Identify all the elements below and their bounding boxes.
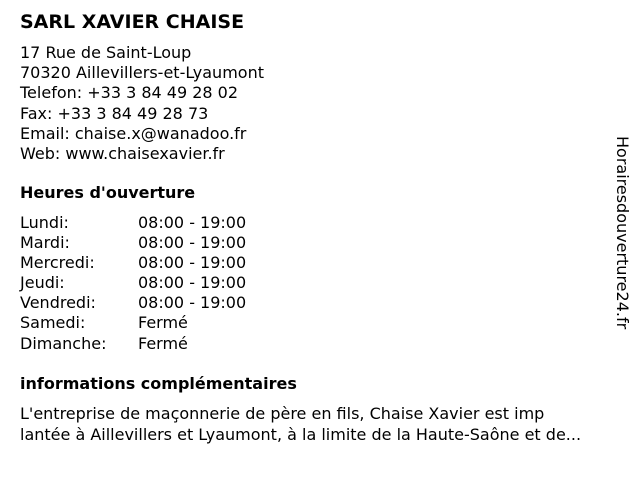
hours-row-tuesday [20, 233, 246, 253]
hours-time: 08:00 - 19:00 [138, 293, 247, 313]
hours-row-friday [20, 293, 246, 313]
hours-row-sunday [20, 334, 246, 354]
description-line: lantée à Aillevillers et Lyaumont, à la limite de la Haute-Saône et de... [20, 425, 582, 444]
hours-time: 08:00 - 19:00 [138, 233, 247, 253]
hours-day: Mercredi: [20, 253, 95, 273]
hours-day: Jeudi: [20, 273, 65, 293]
hours-time: 08:00 - 19:00 [138, 273, 247, 293]
business-name: SARL XAVIER CHAISE [20, 11, 245, 33]
hours-row-wednesday [20, 253, 246, 273]
info-heading: informations complémentaires [20, 374, 297, 393]
hours-day: Vendredi: [20, 293, 96, 313]
hours-time: Fermé [138, 333, 188, 353]
hours-row-saturday [20, 313, 246, 333]
hours-time: 08:00 - 19:00 [138, 213, 247, 232]
description-line: L'entreprise de maçonnerie de père en fils, Chaise Xavier est imp [20, 404, 545, 423]
street-address: 17 Rue de Saint-Loup [20, 43, 192, 62]
hours-day: Lundi: [20, 213, 69, 232]
website: Web: www.chaisexavier.fr [20, 144, 225, 164]
vertical-watermark: Horairesdouverture24.fr [613, 136, 632, 330]
hours-row-thursday [20, 273, 246, 293]
hours-heading: Heures d'ouverture [20, 183, 196, 202]
city-address: 70320 Aillevillers-et-Lyaumont [20, 63, 264, 83]
hours-table [20, 213, 246, 354]
phone-number: Telefon: +33 3 84 49 28 02 [20, 83, 239, 103]
email-address: Email: chaise.x@wanadoo.fr [20, 123, 247, 143]
hours-day: Dimanche: [20, 333, 107, 353]
contact-block [20, 43, 264, 164]
hours-row-monday [20, 213, 246, 233]
hours-day: Mardi: [20, 233, 70, 253]
description-text [20, 403, 635, 445]
hours-time: 08:00 - 19:00 [138, 253, 247, 273]
fax-number: Fax: +33 3 84 49 28 73 [20, 103, 209, 123]
hours-time: Fermé [138, 313, 188, 333]
hours-day: Samedi: [20, 313, 86, 333]
